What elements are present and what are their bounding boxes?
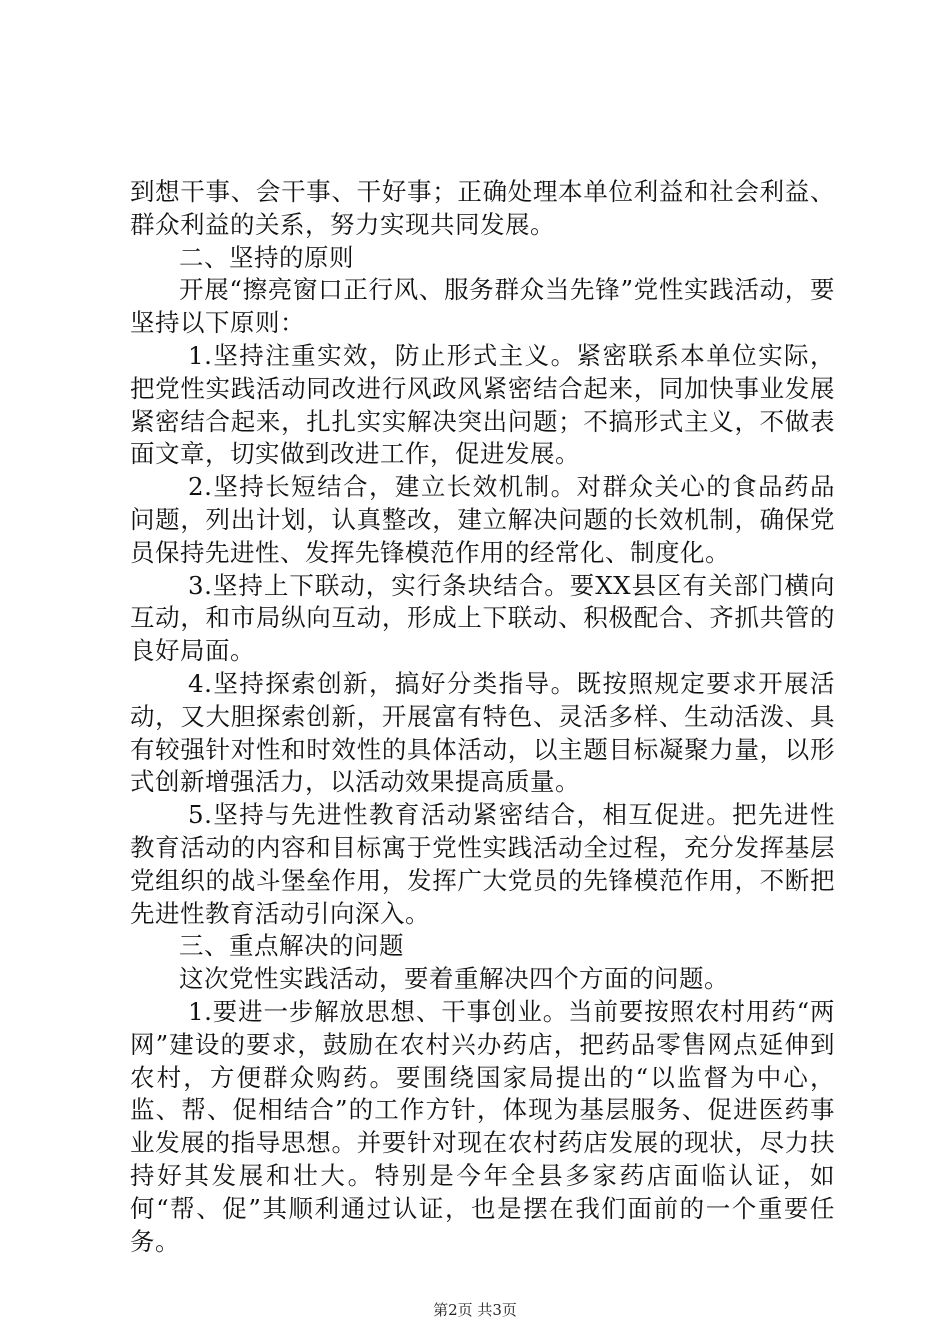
section-heading-key-issues: 三、重点解决的问题 — [179, 931, 404, 961]
paragraph-continuation: 到想干事、会干事、干好事；正确处理本单位利益和社会利益、群众利益的关系，努力实现共同发展。 — [130, 177, 835, 239]
principle-item-4: 4.坚持探索创新，搞好分类指导。既按照规定要求开展活动，又大胆探索创新，开展富有特色、灵活多样、生动活泼、具有较强针对性和时效性的具体活动，以主题目标凝聚力量，以形式创新增强活力，以活动效果提高质量。 — [130, 668, 835, 797]
principle-item-2: 2.坚持长短结合，建立长效机制。对群众关心的食品药品问题，列出计划，认真整改，建立解决问题的长效机制，确保党员保持先进性、发挥先锋模范作用的经常化、制度化。 — [130, 472, 835, 567]
principle-item-5: 5.坚持与先进性教育活动紧密结合，相互促进。把先进性教育活动的内容和目标寓于党性实践活动全过程，充分发挥基层党组织的战斗堡垒作用，发挥广大党员的先锋模范作用，不断把先进性教育活动引向深入。 — [130, 800, 835, 928]
principle-item-1: 1.坚持注重实效，防止形式主义。紧密联系本单位实际，把党性实践活动同改进行风政风紧密结合起来，同加快事业发展紧密结合起来，扎扎实实解决突出问题；不搞形式主义，不做表面文章，切实做到改进工作，促进发展。 — [130, 340, 835, 469]
paragraph-intro-issues: 这次党性实践活动，要着重解决四个方面的问题。 — [179, 964, 729, 994]
principle-item-3: 3.坚持上下联动，实行条块结合。要XX县区有关部门横向互动，和市局纵向互动，形成上下联动、积极配合、齐抓共管的良好局面。 — [130, 570, 835, 666]
document-body — [130, 176, 835, 1258]
section-heading-principles: 二、坚持的原则 — [179, 242, 354, 272]
page-footer: 第2页 共3页 — [433, 1301, 517, 1319]
paragraph-intro-principles: 开展“擦亮窗口正行风、服务群众当先锋”党性实践活动，要坚持以下原则： — [130, 275, 835, 338]
issue-item-1: 1.要进一步解放思想、干事创业。当前要按照农村用药“两网”建设的要求，鼓励在农村兴办药店，把药品零售网点延伸到农村，方便群众购药。要围绕国家局提出的“以监督为中心，监、帮、促相结合”的工作方针，体现为基层服务、促进医药事业发展的指导思想。并要针对现在农村药店发展的现状，尽力扶持好其发展和壮大。特别是今年全县多家药店面临认证，如何“帮、促”其顺利通过认证，也是摆在我们面前的一个重要任务。 — [130, 996, 835, 1256]
